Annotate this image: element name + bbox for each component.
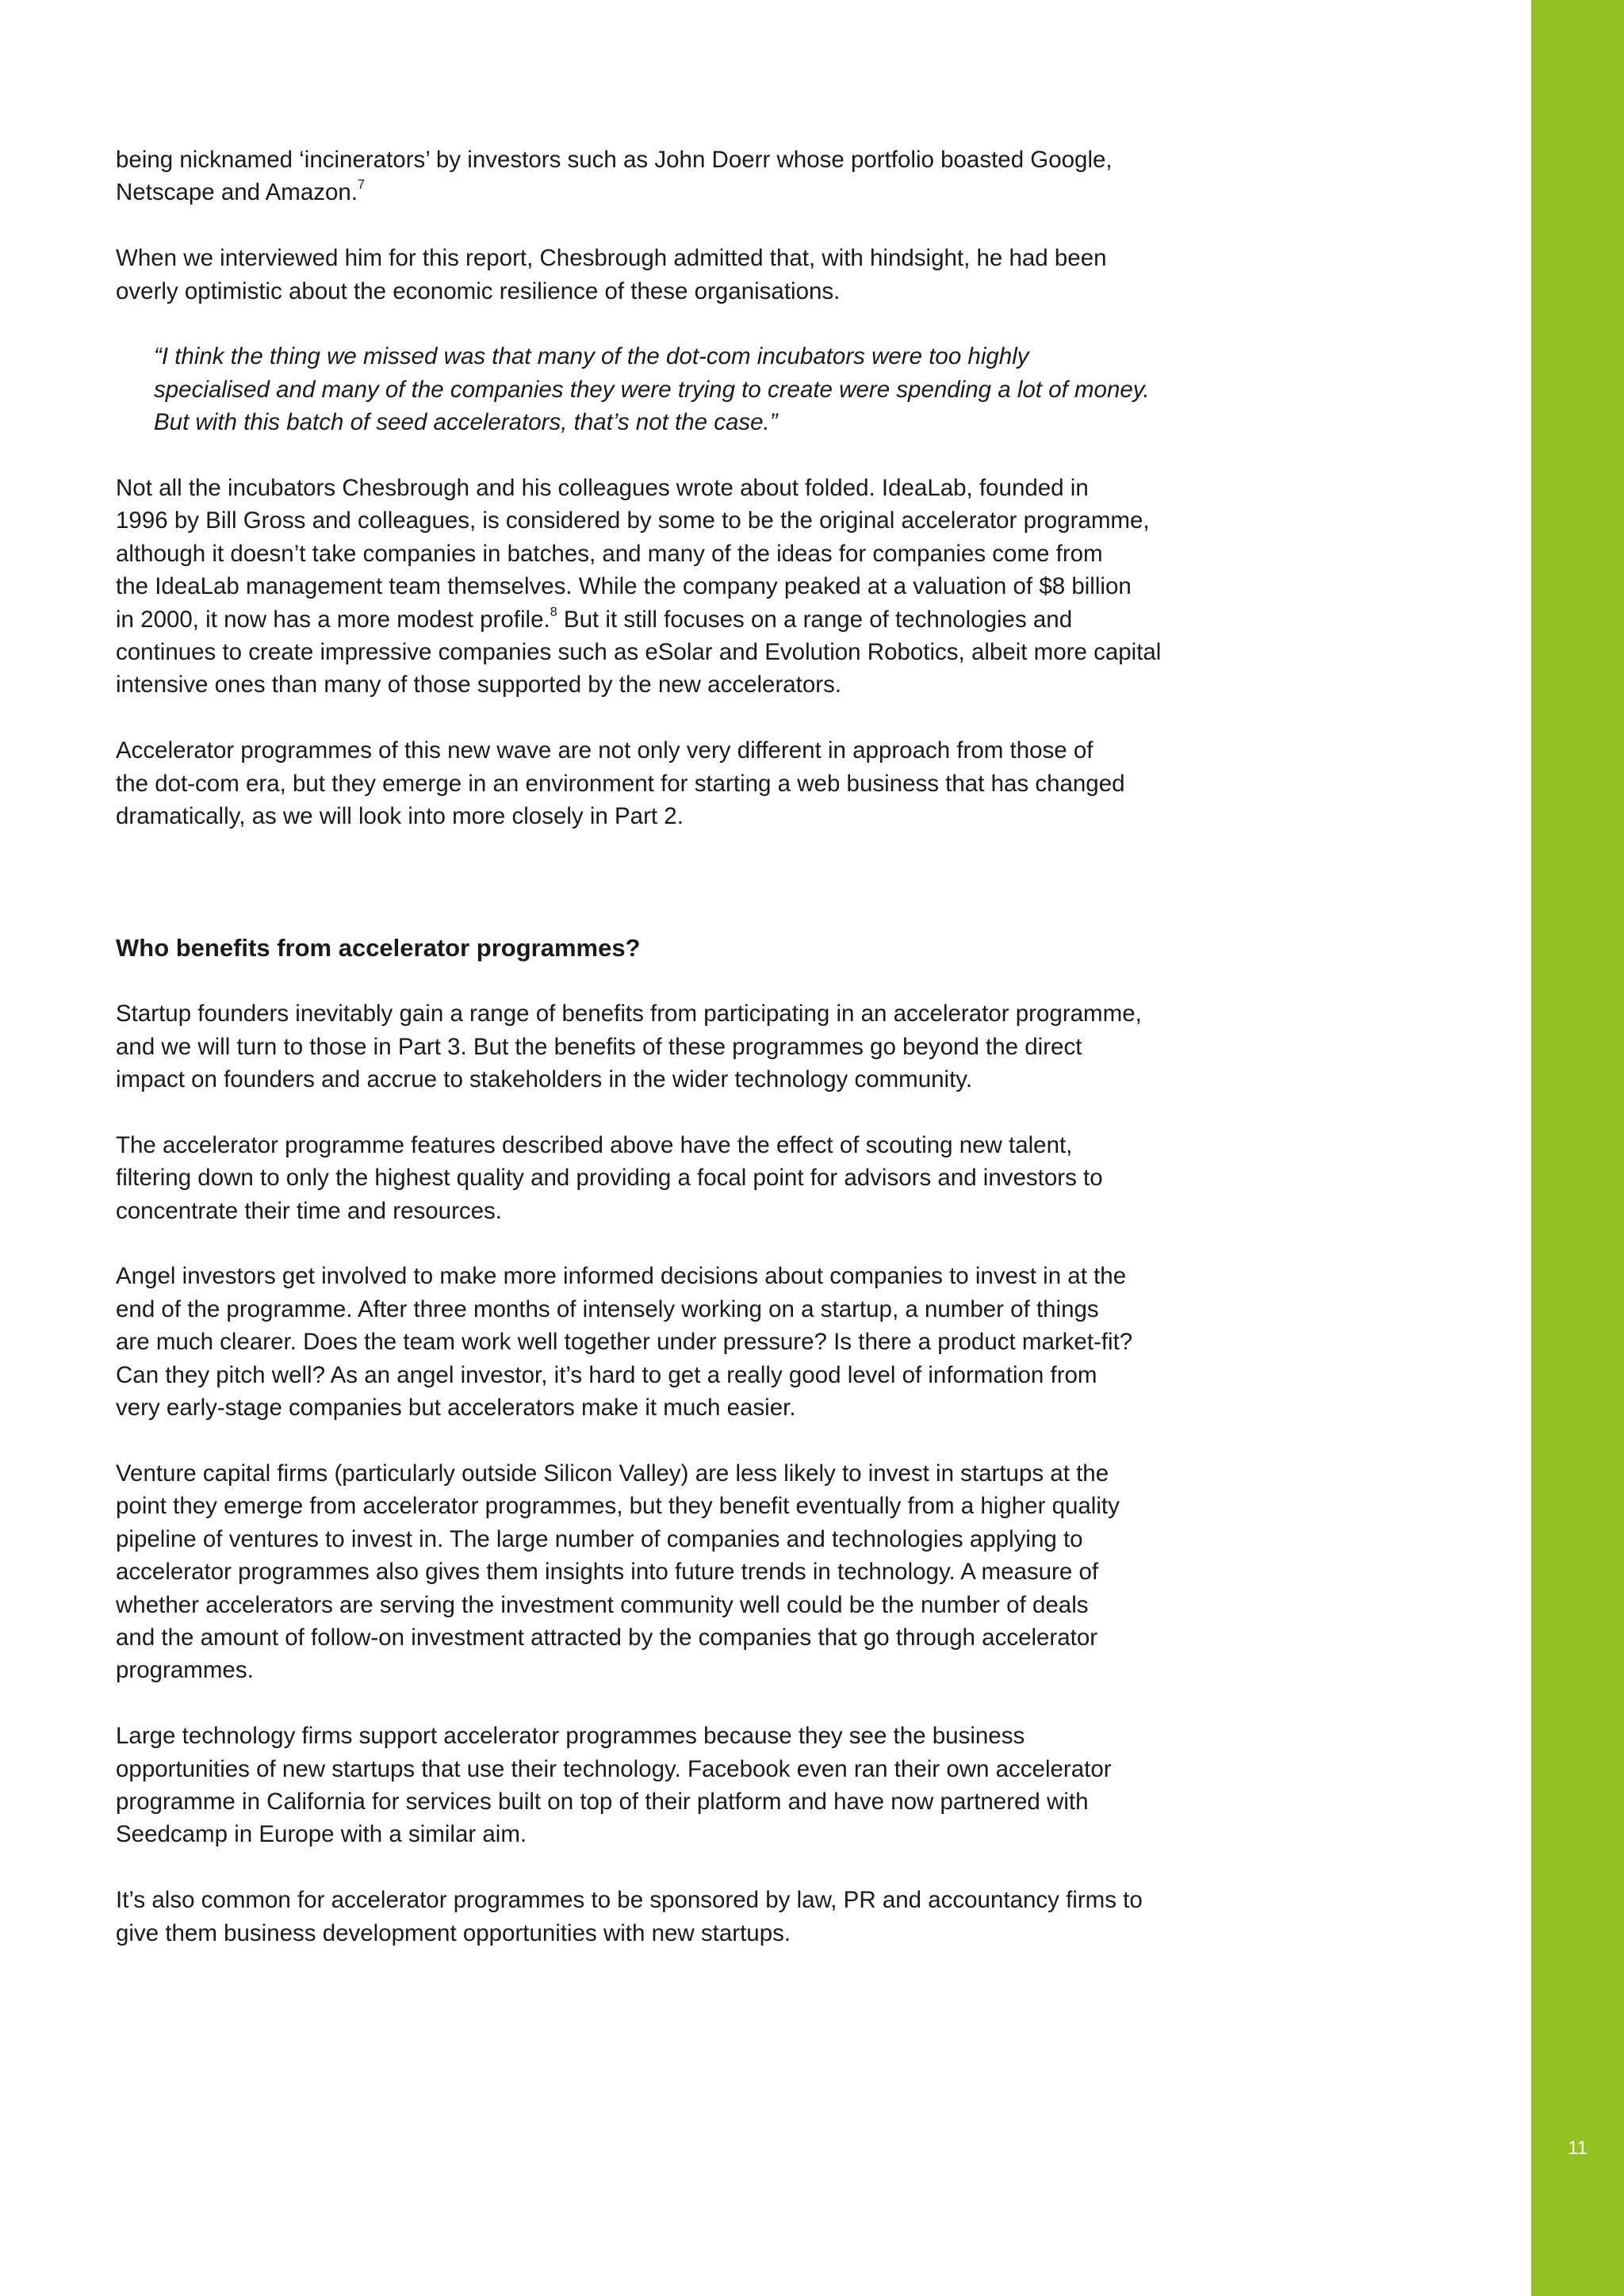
- text-line: specialised and many of the companies they were trying to create were spending a lot of money.: [154, 376, 1150, 403]
- text-line: the IdeaLab management team themselves. While the company peaked at a valuation of $8 billion: [116, 573, 1132, 600]
- text-line: whether accelerators are serving the investment community well could be the number of deals: [116, 1591, 1089, 1618]
- text-line: and we will turn to those in Part 3. But the benefits of these programmes go beyond the direct: [116, 1033, 1082, 1060]
- text-line: point they emerge from accelerator programmes, but they benefit eventually from a higher quality: [116, 1493, 1120, 1520]
- text-fragment: in 2000, it now has a more modest profile.: [116, 606, 550, 633]
- text-line: Venture capital firms (particularly outside Silicon Valley) are less likely to invest in startups at the: [116, 1460, 1109, 1487]
- text-line: impact on founders and accrue to stakeholders in the wider technology community.: [116, 1066, 973, 1093]
- quote-text: [154, 340, 1182, 438]
- paragraph-venture-capital: [116, 1457, 1182, 1687]
- paragraph-idealab: [116, 472, 1182, 702]
- text-line: It’s also common for accelerator programmes to be sponsored by law, PR and accountancy firms to: [116, 1887, 1143, 1914]
- text-line: give them business development opportunities with new startups.: [116, 1919, 791, 1946]
- paragraph-new-wave: [116, 734, 1182, 832]
- text-line: pipeline of ventures to invest in. The large number of companies and technologies applying to: [116, 1525, 1083, 1552]
- text-line: overly optimistic about the economic resilience of these organisations.: [116, 277, 841, 304]
- text-line: Large technology firms support accelerator programmes because they see the business: [116, 1723, 1025, 1750]
- text-line: Not all the incubators Chesbrough and his colleagues wrote about folded. IdeaLab, founded in: [116, 475, 1089, 502]
- paragraph-sponsors: [116, 1884, 1182, 1950]
- text-line: Startup founders inevitably gain a range of benefits from participating in an accelerator programme,: [116, 1001, 1142, 1027]
- paragraph-tech-firms: [116, 1720, 1182, 1851]
- text-line: concentrate their time and resources.: [116, 1197, 502, 1224]
- body-text: [116, 144, 1182, 1982]
- text-fragment: Netscape and Amazon.: [116, 179, 358, 206]
- text-line: being nicknamed ‘incinerators’ by investors such as John Doerr whose portfolio boasted Google,: [116, 147, 1113, 173]
- paragraph-chesbrough-interview: [116, 242, 1182, 308]
- text-line: accelerator programmes also gives them insights into future trends in technology. A measure of: [116, 1559, 1099, 1586]
- text-line: intensive ones than many of those supported by the new accelerators.: [116, 672, 842, 698]
- text-line: Accelerator programmes of this new wave are not only very different in approach from those of: [116, 737, 1094, 764]
- text-line: and the amount of follow-on investment attracted by the companies that go through accelerator: [116, 1624, 1098, 1651]
- text-line: programme in California for services built on top of their platform and have now partnered with: [116, 1788, 1089, 1815]
- text-line: continues to create impressive companies such as eSolar and Evolution Robotics, albeit more capital: [116, 639, 1162, 666]
- text-line: opportunities of new startups that use their technology. Facebook even ran their own accelerator: [116, 1755, 1112, 1782]
- text-line: [116, 603, 1182, 636]
- footnote-ref-8[interactable]: 8: [550, 604, 557, 619]
- text-line: Can they pitch well? As an angel investor, it’s hard to get a really good level of information from: [116, 1361, 1097, 1388]
- paragraph-angel-investors: [116, 1260, 1182, 1424]
- text-line: When we interviewed him for this report, Chesbrough admitted that, with hindsight, he had been: [116, 245, 1107, 272]
- text-line: the dot-com era, but they emerge in an environment for starting a web business that has changed: [116, 770, 1125, 797]
- text-line: The accelerator programme features described above have the effect of scouting new talent,: [116, 1131, 1073, 1158]
- paragraph-incinerators: [116, 144, 1182, 209]
- text-line: dramatically, as we will look into more closely in Part 2.: [116, 803, 684, 830]
- text-line: Seedcamp in Europe with a similar aim.: [116, 1821, 527, 1848]
- text-line: Angel investors get involved to make more informed decisions about companies to invest in at the: [116, 1263, 1127, 1290]
- page-number: 11: [1568, 2137, 1588, 2159]
- footnote-ref-7[interactable]: 7: [358, 178, 366, 193]
- text-line: end of the programme. After three months of intensely working on a startup, a number of things: [116, 1295, 1099, 1322]
- text-line: are much clearer. Does the team work well together under pressure? Is there a product market-fit?: [116, 1329, 1133, 1356]
- text-line: programmes.: [116, 1657, 254, 1684]
- text-line: “I think the thing we missed was that many of the dot-com incubators were too highly: [154, 343, 1029, 370]
- text-line: But with this batch of seed accelerators, that’s not the case.”: [154, 409, 778, 436]
- green-sidebar: [1531, 0, 1624, 2296]
- section-heading: Who benefits from accelerator programmes?: [116, 934, 641, 962]
- text-line: although it doesn’t take companies in batches, and many of the ideas for companies come from: [116, 540, 1103, 567]
- pull-quote: [154, 340, 1182, 438]
- text-line: [116, 176, 1182, 209]
- paragraph-founders: [116, 997, 1182, 1096]
- text-fragment: But it still focuses on a range of technologies and: [557, 606, 1073, 633]
- paragraph-features: [116, 1129, 1182, 1227]
- text-line: very early-stage companies but accelerators make it much easier.: [116, 1395, 796, 1422]
- text-line: 1996 by Bill Gross and colleagues, is considered by some to be the original accelerator programme,: [116, 507, 1150, 534]
- text-line: filtering down to only the highest quality and providing a focal point for advisors and investors to: [116, 1165, 1103, 1192]
